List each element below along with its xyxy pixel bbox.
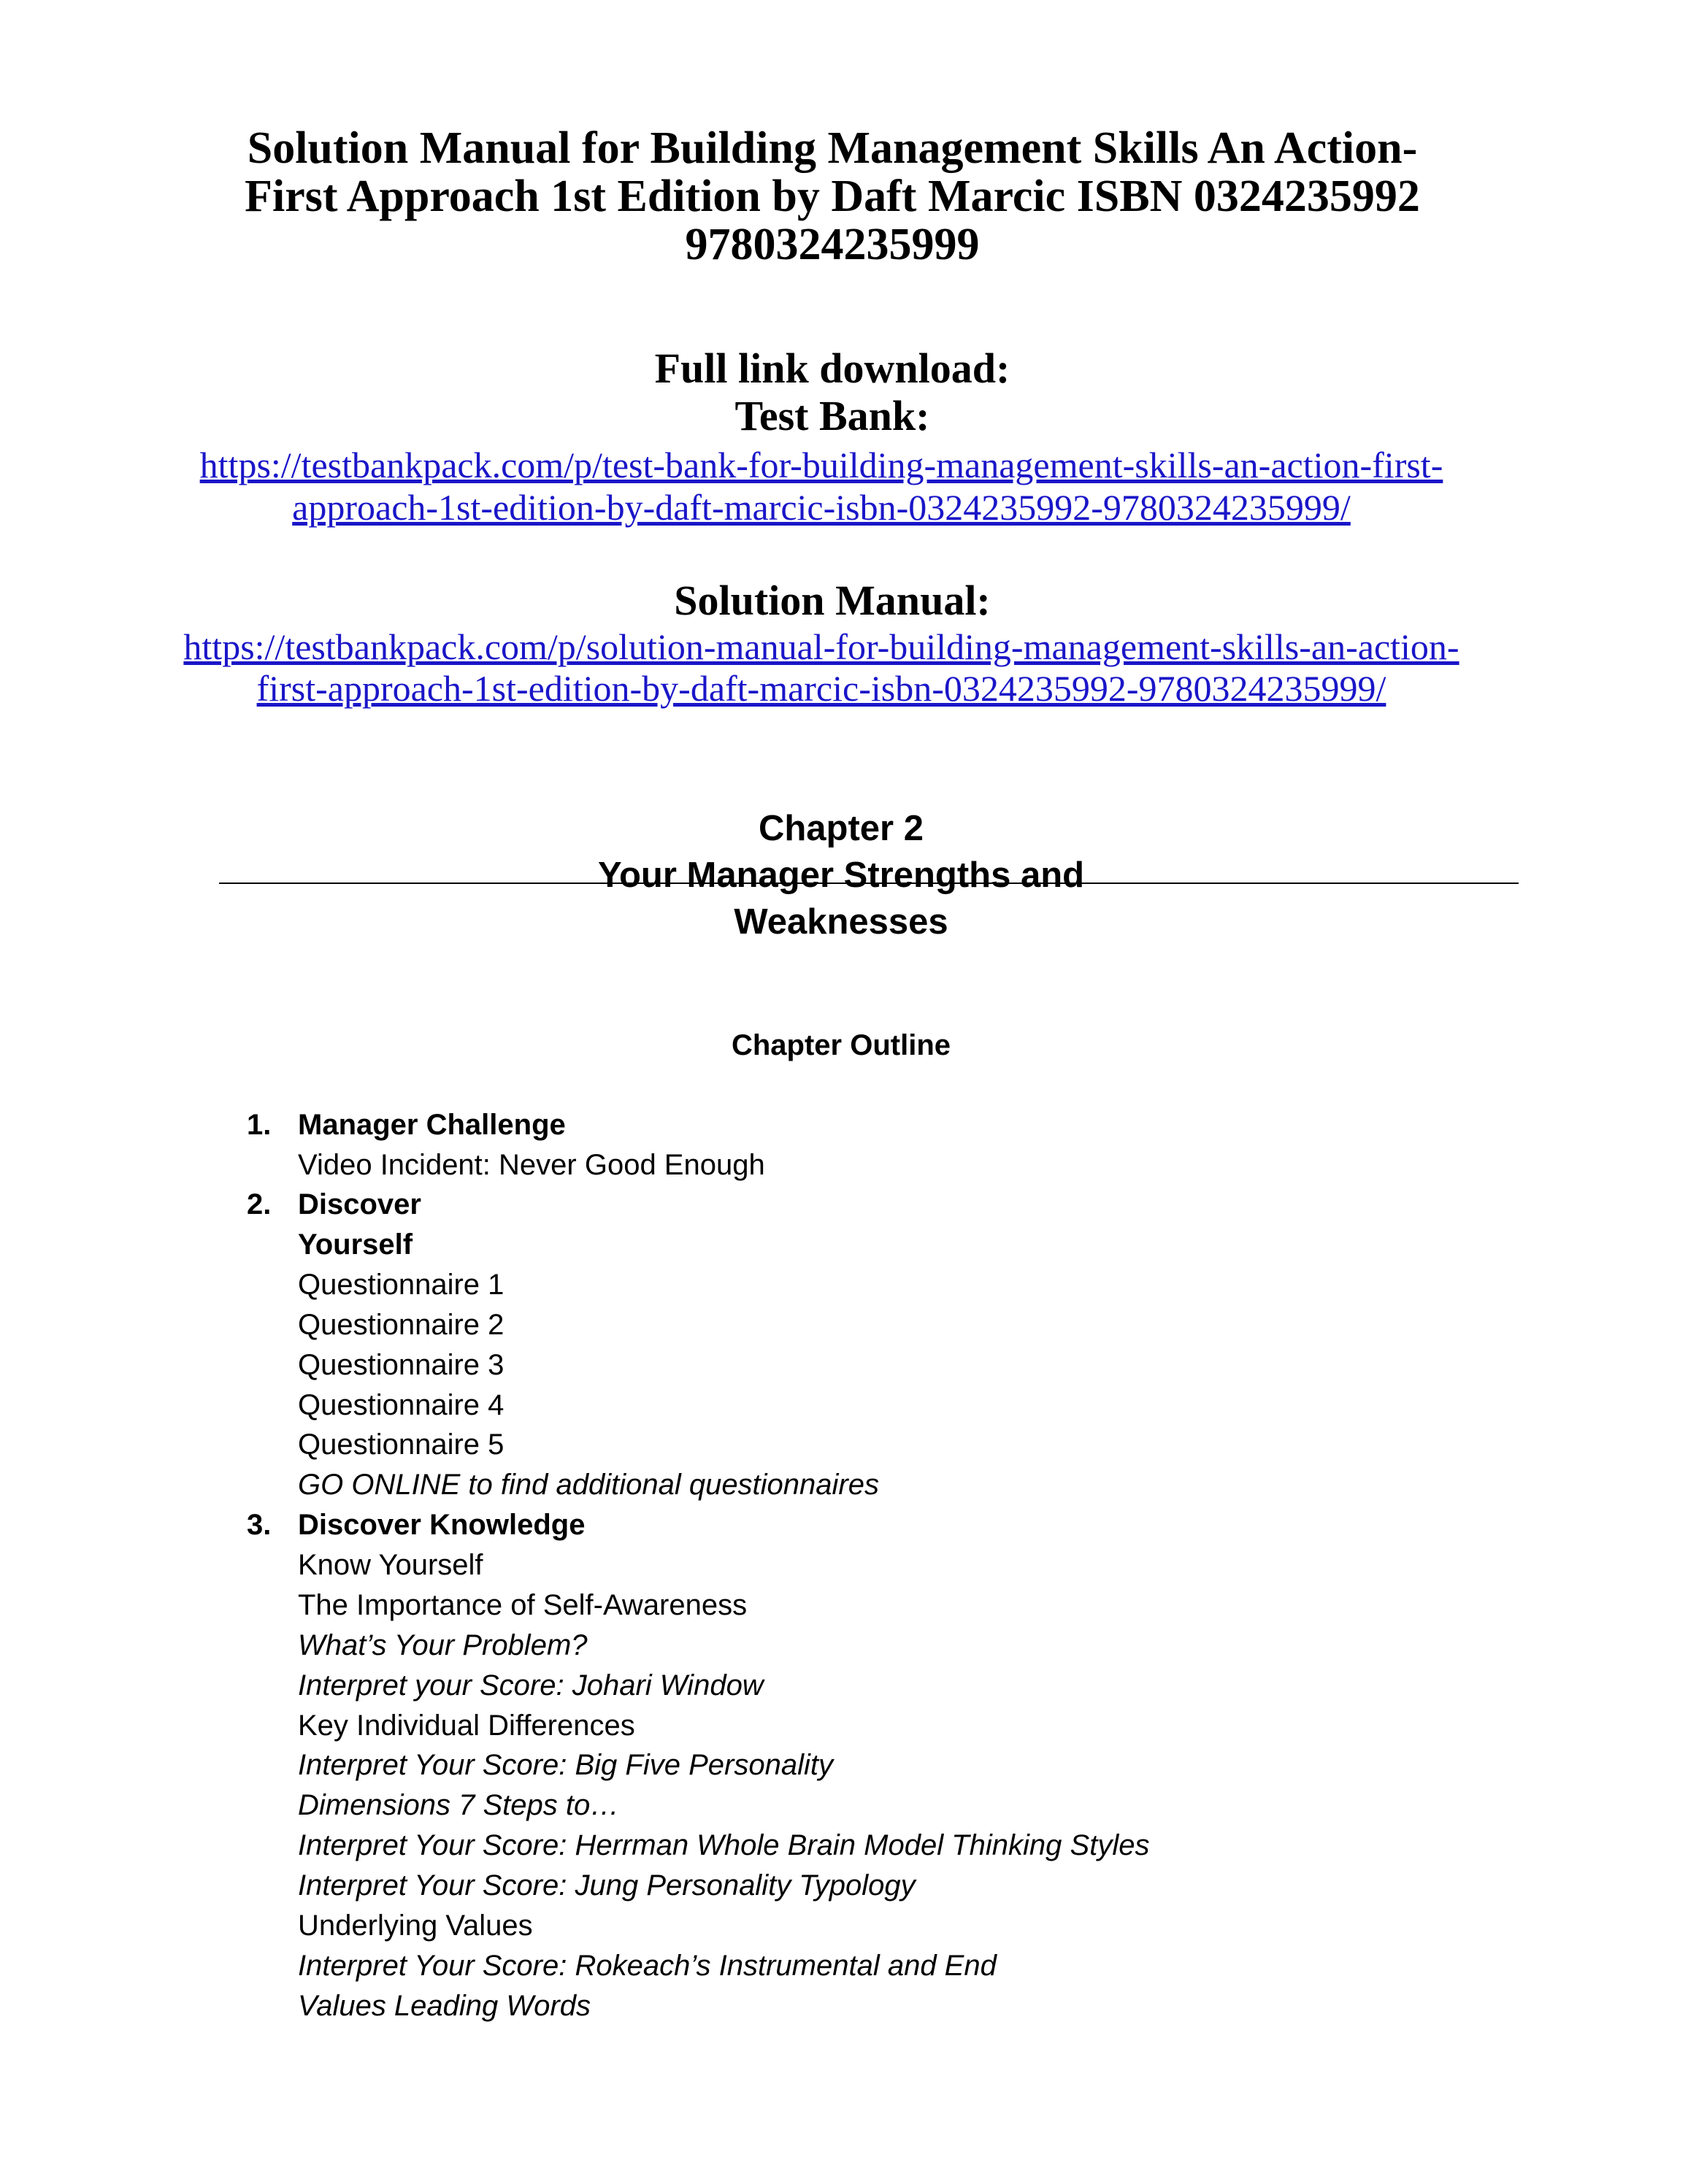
outline-entry: Underlying Values [298,1910,533,1942]
full-link-label: Full link download: [654,345,1010,392]
outline-entry: Questionnaire 3 [298,1349,505,1381]
outline-entry: Video Incident: Never Good Enough [298,1149,765,1181]
solution-manual-label: Solution Manual: [674,577,991,624]
outline-entry: Dimensions 7 Steps to… [298,1789,620,1821]
outline-entry: Questionnaire 5 [298,1429,505,1461]
solution-manual-link-line-2[interactable]: first-approach-1st-edition-by-daft-marcic-isbn-0324235992-9780324235999/ [256,668,1386,709]
outline-entry: Interpret Your Score: Herrman Whole Brain Model Thinking Styles [298,1829,1150,1861]
outline-entry: Interpret Your Score: Big Five Personality [298,1749,833,1781]
outline-number: 3. [247,1509,272,1541]
outline-entry: Know Yourself [298,1549,483,1581]
outline-entry: Questionnaire 2 [298,1309,505,1341]
outline-heading: Discover [298,1188,421,1220]
outline-entry: Values Leading Words [298,1990,591,2022]
outline-entry: The Importance of Self-Awareness [298,1589,748,1621]
test-bank-label: Test Bank: [734,392,930,439]
test-bank-link-line-1[interactable]: https://testbankpack.com/p/test-bank-for-building-management-skills-an-action-first- [199,445,1443,485]
outline-entry: What’s Your Problem? [298,1629,588,1661]
chapter-outline-title: Chapter Outline [731,1029,951,1061]
chapter-title-line-2: Weaknesses [734,902,948,942]
outline-entry: Questionnaire 4 [298,1389,505,1421]
outline-heading: Yourself [298,1228,413,1261]
outline-entry: Interpret Your Score: Rokeach’s Instrumental and End [298,1950,997,1982]
outline-entry: Interpret Your Score: Jung Personality Typology [298,1869,916,1902]
outline-entry: Key Individual Differences [298,1710,635,1742]
outline-number: 2. [247,1188,272,1220]
chapter-title-line-1: Your Manager Strengths and [597,855,1085,895]
outline-number: 1. [247,1109,272,1141]
document-title-line-3: 9780324235999 [685,220,980,269]
chapter-number: Chapter 2 [758,809,924,848]
document-title-line-2: First Approach 1st Edition by Daft Marcic ISBN 0324235992 [245,172,1420,221]
document-title-line-1: Solution Manual for Building Management Skills An Action- [247,123,1418,173]
outline-entry: Questionnaire 1 [298,1269,505,1301]
solution-manual-link-line-1[interactable]: https://testbankpack.com/p/solution-manual-for-building-management-skills-an-action- [183,626,1459,667]
outline-heading: Discover Knowledge [298,1509,586,1541]
outline-entry: GO ONLINE to find additional questionnaires [298,1469,879,1501]
outline-entry: Interpret your Score: Johari Window [298,1669,764,1702]
test-bank-link-line-2[interactable]: approach-1st-edition-by-daft-marcic-isbn-0324235992-9780324235999/ [292,487,1351,528]
outline-heading: Manager Challenge [298,1109,566,1141]
